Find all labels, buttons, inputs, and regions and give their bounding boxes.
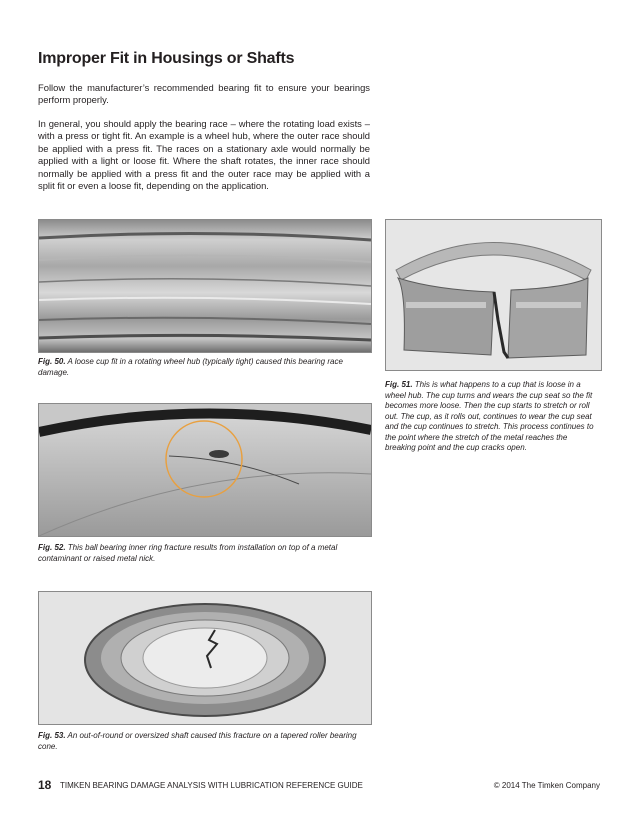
fig50-caption [38,357,368,378]
fig53-photo [38,591,372,725]
fig53-text: An out-of-round or oversized shaft caused this fracture on a tapered roller bearing cone. [38,731,357,751]
fig51-photo [385,219,602,371]
fig52-label: Fig. 52. [38,543,66,552]
fig50-photo [38,219,372,353]
fig52-caption [38,543,368,564]
fig51-label: Fig. 51. [385,380,413,389]
fig51-text: This is what happens to a cup that is loose in a wheel hub. The cup turns and wears the cup seat so the fit becomes more loose. Then the cup starts to stretch or roll out. The cup, as it rolls out, continues to wear the cup seat and the cup continues to stretch. This process continues to the point where the stretch of the metal reaches the breaking point and the cup cracks open. [385,380,594,452]
fig52-text: This ball bearing inner ring fracture results from installation on top of a metal contaminant or raised metal nick. [38,543,338,563]
footer-copyright: © 2014 The Timken Company [493,781,600,790]
fig52-photo [38,403,372,537]
body-paragraph: In general, you should apply the bearing race – where the rotating load exists – with a press or tight fit. An example is a wheel hub, where the outer race should be applied with a press fit. The races on a stationary axle would normally be applied with a light or loose fit. Where the shaft rotates, the inner race should normally be applied with a press fit and the outer race may be applied with a split fit or even a loose fit, depending on the application. [38,118,370,192]
fig50-text: A loose cup fit in a rotating wheel hub (typically tight) caused this bearing race damage. [38,357,343,377]
footer-guide-title: TIMKEN BEARING DAMAGE ANALYSIS WITH LUBRICATION REFERENCE GUIDE [60,781,363,790]
fig50-label: Fig. 50. [38,357,66,366]
fig51-caption [385,380,600,454]
page-number: 18 [38,778,52,792]
intro-paragraph: Follow the manufacturer’s recommended bearing fit to ensure your bearings perform properly. [38,82,370,106]
page-heading: Improper Fit in Housings or Shafts [38,50,295,67]
fig53-caption [38,731,368,752]
fig53-label: Fig. 53. [38,731,66,740]
